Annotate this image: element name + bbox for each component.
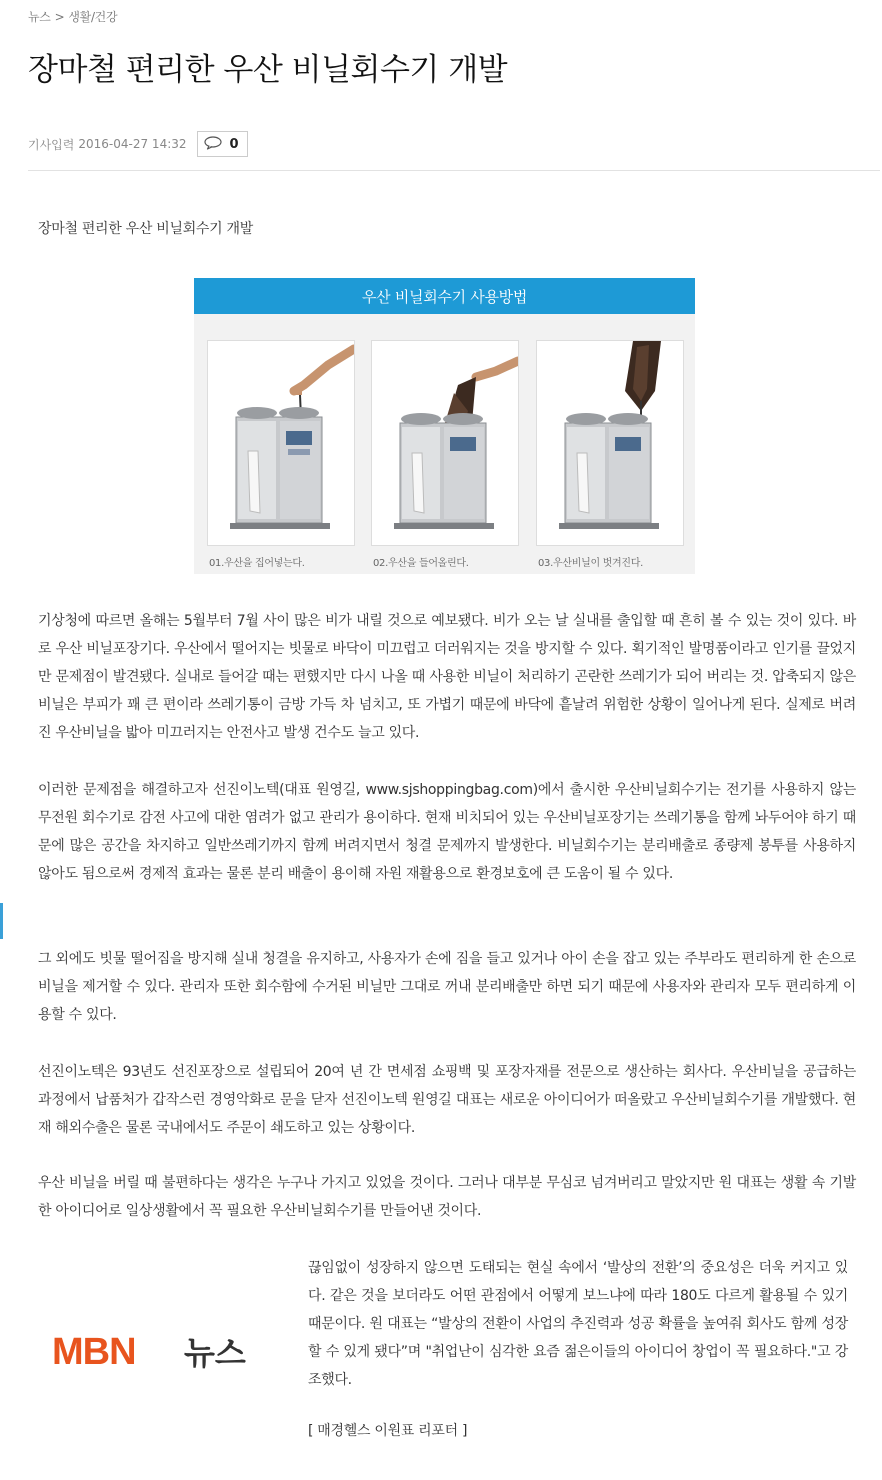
date-label: 기사입력 [28, 137, 75, 152]
breadcrumb-category-link[interactable]: 생활/건강 [68, 10, 118, 24]
article-paragraph: 선진이노텍은 93년도 선진포장으로 설립되어 20여 년 간 면세점 쇼핑백 및 포장자재를 전문으로 생산하는 회사다. 우산비닐을 공급하는 과정에서 납품처가 갑작스런 경영악화로 문을 닫자 선진이노텍 원영길 대표는 새로운 아이디어가 떠올랐고 우산비닐회수기를 개발했다. 현재 해외수출은 물론 국내에서도 주문이 쇄도하고 있는 상황이다. [38, 1064, 856, 1136]
article-meta [28, 130, 248, 158]
step-3-image [536, 340, 684, 546]
breadcrumb-separator: > [54, 10, 65, 24]
side-edge-tab[interactable] [0, 903, 3, 939]
comment-count-button[interactable] [197, 131, 248, 157]
article-lead: 장마철 편리한 우산 비닐회수기 개발 [38, 221, 253, 237]
step-3-caption: 03.우산비닐이 벗겨진다. [538, 558, 644, 569]
article-title: 장마철 편리한 우산 비닐회수기 개발 [28, 52, 508, 88]
article-paragraph: 우산 비닐을 버릴 때 불편하다는 생각은 누구나 가지고 있었을 것이다. 그러나 대부분 무심코 넘겨버리고 말았지만 원 대표는 생활 속 기발한 아이디어로 일상생활에서 꼭 필요한 우산비닐회수기를 만들어낸 것이다. [38, 1175, 856, 1219]
article-paragraph: 그 외에도 빗물 떨어짐을 방지해 실내 청결을 유지하고, 사용자가 손에 짐을 들고 있거나 아이 손을 잡고 있는 주부라도 편리하게 한 손으로 비닐을 제거할 수 있다. 관리자 또한 회수함에 수거된 비닐만 그대로 꺼내 분리배출만 하면 되기 때문에 사용자와 관리자 모두 편리하게 이용할 수 있다. [38, 951, 856, 1023]
mbn-news-logo [52, 1330, 268, 1370]
usage-figure [194, 278, 695, 574]
step-2-caption: 02.우산을 들어올린다. [373, 558, 469, 569]
step-1-caption: 01.우산을 집어넣는다. [209, 558, 305, 569]
logo-brand: MBN [52, 1331, 136, 1370]
step-1-image [207, 340, 355, 546]
reporter-byline: [ 매경헬스 이원표 리포터 ] [308, 1423, 468, 1439]
figure-heading: 우산 비닐회수기 사용방법 [194, 278, 695, 314]
step-2-image [371, 340, 519, 546]
article-paragraph: 이러한 문제점을 해결하고자 선진이노텍(대표 원영길, www.sjshoppingbag.com)에서 출시한 우산비닐회수기는 전기를 사용하지 않는 무전원 회수기로 감전 사고에 대한 염려가 없고 관리가 용이하다. 현재 비치되어 있는 우산비닐포장기는 쓰레기통을 함께 놔두어야 하기 때문에 많은 공간을 차지하고 일반쓰레기까지 함께 버려지면서 청결 문제까지 발생한다. 비닐회수기는 분리배출로 종량제 봉투를 사용하지 않아도 됨으로써 경제적 효과는 물론 분리 배출이 용이해 자원 재활용으로 환경보호에 큰 도움이 될 수 있다. [38, 782, 856, 882]
article-date: 2016-04-27 14:32 [78, 137, 187, 151]
article-paragraph-side: 끊임없이 성장하지 않으면 도태되는 현실 속에서 ‘발상의 전환’의 중요성은 더욱 커지고 있다. 같은 것을 보더라도 어떤 관점에서 어떻게 보느냐에 따라 180도 다르게 활용될 수 있기 때문이다. 원 대표는 “발상의 전환이 사업의 추진력과 성공 확률을 높여줘 회사도 함께 성장할 수 있게 됐다”며 "취업난이 심각한 요즘 젊은이들의 아이디어 창업이 꼭 필요하다."고 강조했다. [308, 1260, 848, 1388]
article-paragraph: 기상청에 따르면 올해는 5월부터 7월 사이 많은 비가 내릴 것으로 예보됐다. 비가 오는 날 실내를 출입할 때 흔히 볼 수 있는 것이 있다. 바로 우산 비닐포장기다. 우산에서 떨어지는 빗물로 바닥이 미끄럽고 더러워지는 것을 방지할 수 있다. 획기적인 발명품이라고 인기를 끌었지만 문제점이 발견됐다. 실내로 들어갈 때는 편했지만 다시 나올 때 사용한 비닐이 처리하기 곤란한 쓰레기가 되어 버리는 것. 압축되지 않은 비닐은 부피가 꽤 큰 편이라 쓰레기통이 금방 가득 차 넘치고, 또 가볍기 때문에 바닥에 흩날려 위험한 상황이 일어나게 된다. 실제로 버려진 우산비닐을 밟아 미끄러지는 안전사고 발생 건수도 늘고 있다. [38, 613, 856, 741]
comment-count: 0 [229, 136, 239, 152]
breadcrumb [28, 8, 117, 25]
breadcrumb-section-link[interactable]: 뉴스 [28, 10, 51, 24]
header-divider [28, 170, 880, 171]
logo-suffix: 뉴스 [184, 1334, 246, 1370]
speech-bubble-icon [204, 136, 222, 153]
